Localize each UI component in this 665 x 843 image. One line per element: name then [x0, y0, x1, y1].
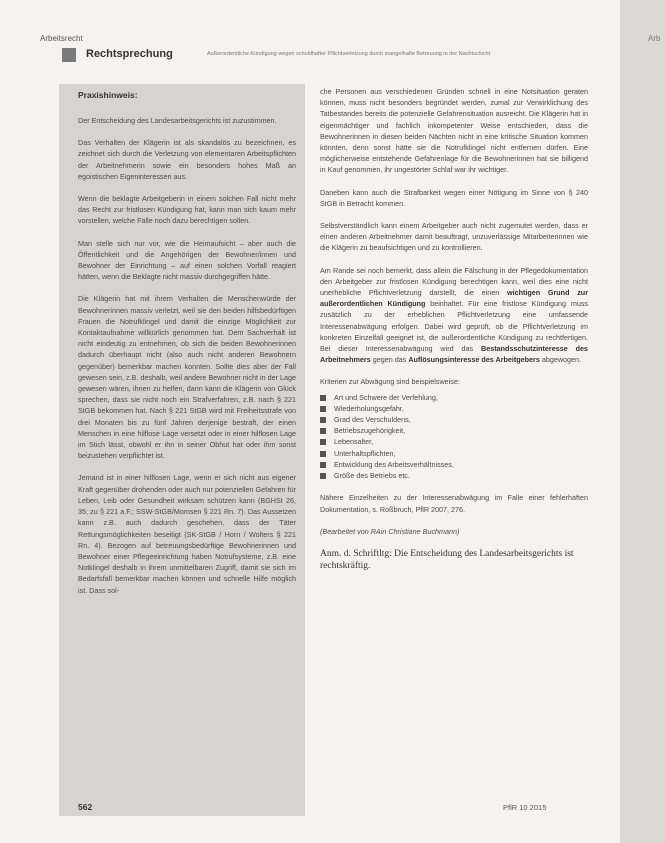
paragraph: Man stelle sich nur vor, wie die Heimaufsicht – aber auch die Öffentlichkeit und die Angehörigen der Bewohner/innen und Bewohner der Einrichtung – auf einen solchen Vorfall reagiert hätten, wenn die Beklagte nicht massiv durchgegriffen hätte.	[78, 238, 296, 282]
text-run: Am Rande sei noch bemerkt, dass allein die Fälschung in der Pflegedokumentation den Arbeitgeber zur fristlosen Kündigung berechtigen kann, weil dies eine nicht unerhebliche Pflichtverletzung darstellt, die einen	[320, 265, 588, 298]
criteria-intro: Kriterien zur Abwägung sind beispielsweise:	[320, 377, 460, 387]
header-square-icon	[62, 48, 76, 62]
paragraph: che Personen aus verschiedenen Gründen schnell in eine Notsituation geraten können, muss nicht besonders begründet werden, zumal zur Verwirklichung des Tatbestandes bereits die potenzielle Gefahrensituation ausreicht. Die Klägerin hat in eigenmächtiger und fachlich inkompetenter Weise entschieden, dass die Bewohnerinnen in diesen beiden Nächten nicht in eine kritische Situation kommen könnten, denn sonst hätte sie die Notrufklingel nicht entfernen dürfen. Eine möglicherweise entstehende Gefahrenlage für die Bewohnerinnen hat sie billigend in Kauf genommen, ihr ungestörter Schlaf war ihr wichtiger.	[320, 87, 588, 175]
bold-term: wichtigen Grund zur außerordentlichen Kündigung	[320, 288, 588, 309]
section-label: Arbeitsrecht	[40, 34, 83, 43]
praxis-title: Praxishinweis:	[78, 90, 138, 100]
right-column	[320, 86, 588, 584]
list-item: Unterhaltspflichten,	[320, 448, 588, 459]
paragraph: Selbstverständlich kann einem Arbeitgeber auch nicht zugemutet werden, dass er einen anderen Arbeitnehmer damit beauftragt, unzuverlässige Mitarbeiterinnen wie die Klägerin zu beaufsichtigen und zu kontrollieren.	[320, 221, 588, 253]
text-run: abgewogen.	[539, 355, 582, 365]
left-column	[78, 115, 296, 607]
list-item: Art und Schwere der Verfehlung,	[320, 392, 588, 403]
list-item: Größe des Betriebs etc.	[320, 470, 588, 481]
list-item: Entwicklung des Arbeitsverhältnisses,	[320, 459, 588, 470]
paragraph: Die Klägerin hat mit ihrem Verhalten die Menschenwürde der Bewohnerinnen massiv verletzt, weil sie den beiden hilfsbedürftigen Frauen die Notrufklingel und damit die einzige Möglichkeit zur Kontaktaufnahme willkürlich genommen hat. Dem Sachverhalt ist nicht eindeutig zu entnehmen, ob sich die beiden Bewohnerinnen dadurch überhaupt nicht (also auch nicht anderen Bewohnern gegenüber) bemerkbar machen konnten. Sollte dies aber der Fall gewesen sein, z.B. deshalb, weil andere Bewohner nicht in der Lage gewesen wären, ihnen zu helfen, dann kann die Klägerin von Glück sprechen, dass sie nicht noch ein Strafverfahren, z.B. nach § 221 StGB bekommen hat. Nach § 221 StGB wird mit Freiheitsstrafe von drei Monaten bis zu fünf Jahren derjenige bestraft, der einen Menschen in eine hilflose Lage versetzt oder in einer hilflosen Lage im Stich lässt, obwohl er ihn in seiner Obhut hat oder ihm sonst beizustehen verpflichtet ist.	[78, 294, 296, 461]
page-number: 562	[78, 802, 93, 812]
journal-reference: PflR 10 2015	[503, 803, 547, 812]
paragraph	[320, 265, 588, 366]
page-subtitle: Außerordentliche Kündigung wegen schuldhafter Pflichtverletzung durch mangelhafte Betreuung in der Nachtschicht	[207, 51, 491, 57]
adjacent-page-edge	[620, 0, 665, 843]
bold-term: Bestandsschutzinteresse des Arbeitnehmers	[320, 344, 588, 365]
paragraph: Jemand ist in einer hilflosen Lage, wenn er sich nicht aus eigener Kraft gegenüber drohenden oder auch nur potenziellen Gefahren für Leben, Leib oder Gesundheit wirksam schützen kann (BGHSt 26, 35; zu § 221 a.F.; SSW-StGB/Momsen § 221 Rn. 7). Das Aussetzen kann z.B. auch dadurch geschehen, dass der Täter Rettungsmöglichkeiten beseitigt (SK-StGB / Horn / Wolters § 221 Rn. 4). Bezogen auf betreuungsbedürftige Bewohnerinnen und Bewohner einer Pflegeeinrichtung haben Notrufsysteme, z.B. eine Notklingel deshalb in ihrem unmittelbaren Zugriff, damit sie sich im Bedarfsfall bemerkbar machen können und schnelle Hilfe möglich ist. Dass sol-	[78, 473, 296, 595]
author-note: (Bearbeitet von RAin Christiane Buchmann)	[320, 526, 460, 536]
header-bar	[62, 48, 624, 62]
paragraph: Das Verhalten der Klägerin ist als skandalös zu bezeichnen, es zeichnet sich durch die Verletzung von elementaren Arbeitspflichten der Arbeitnehmerin sowie ein besonders hohes Maß an egoistischen Eigeninteressen aus.	[78, 138, 296, 181]
criteria-list	[320, 392, 588, 482]
paragraph: Der Entscheidung des Landesarbeitsgerichts ist zuzustimmen.	[78, 116, 277, 125]
list-item: Betriebszugehörigkeit,	[320, 425, 588, 436]
paragraph: Wenn die beklagte Arbeitgeberin in einem solchen Fall nicht mehr das Recht zur fristlosen Kündigung hat, kann man sich kaum mehr vorstellen, welche Fälle noch dazu berechtigen sollen.	[78, 194, 296, 226]
paragraph: Daneben kann auch die Strafbarkeit wegen einer Nötigung im Sinne von § 240 StGB in Betracht kommen.	[320, 187, 588, 208]
text-run: beinhaltet. Für eine fristlose Kündigung muss zusätzlich zu der erheblichen Pflichtverletzung eine umfassende Interessenabwägung erfolgen. Dabei wird geprüft, ob die Pflichtverletzung im konkreten Einzelfall geeignet ist, die außerordentliche Kündigung zu rechtfertigen. Bei dieser Interessenabwägung wird das	[320, 299, 589, 354]
list-item: Grad des Verschuldens,	[320, 414, 588, 425]
paragraph: Nähere Einzelheiten zu der Interessenabwägung im Falle einer fehlerhaften Dokumentation, s. Roßbruch, PflR 2007, 276.	[320, 493, 588, 514]
list-item: Lebensalter,	[320, 436, 588, 447]
editorial-note: Anm. d. Schriftltg: Die Entscheidung des Landesarbeitsgerichts ist rechtskräftig.	[320, 548, 574, 572]
edge-section-label: Arb	[648, 34, 661, 43]
bold-term: Auflösungsinteresse des Arbeitgebers	[408, 355, 540, 365]
page-title: Rechtsprechung	[86, 48, 173, 60]
text-run: gegen das	[370, 355, 409, 365]
list-item: Wiederholungsgefahr,	[320, 403, 588, 414]
